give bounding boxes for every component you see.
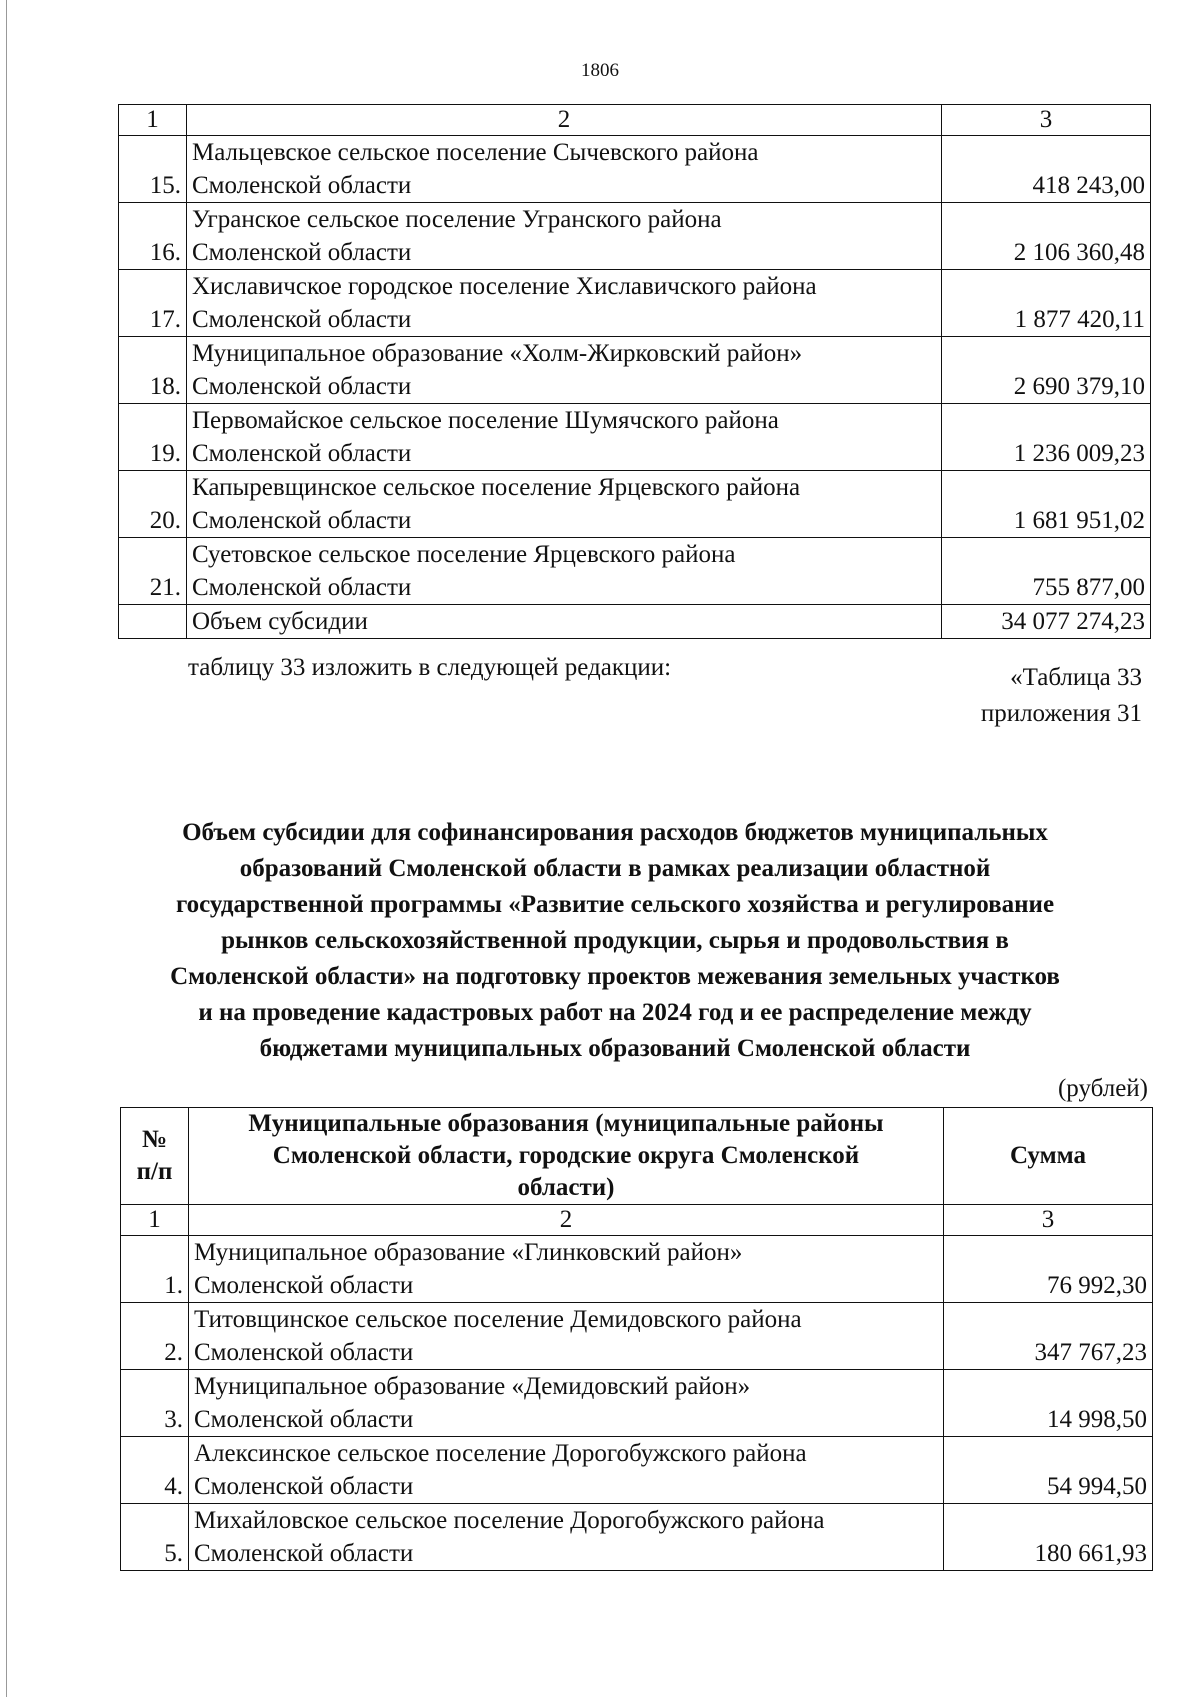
header-municipality-line: Муниципальные образования (муниципальные районы [248,1110,884,1137]
page-number: 1806 [581,60,619,81]
table-row [119,471,1151,538]
row-number: 20. [119,471,187,538]
municipality-region-line: Смоленской области [194,1406,414,1433]
municipality-name [189,1504,944,1571]
subsidy-amount: 14 998,50 [944,1370,1153,1437]
column-number-1: 1 [119,105,187,136]
municipality-name [189,1236,944,1303]
municipality-region-line: Смоленской области [192,239,412,266]
subsidy-table-continued [118,104,1151,639]
table-row [121,1504,1153,1571]
row-number: 15. [119,136,187,203]
table-row [119,538,1151,605]
column-number-3: 3 [942,105,1151,136]
municipality-region-line: Смоленской области [192,172,412,199]
table-row [119,203,1151,270]
municipality-name [187,404,942,471]
total-number-cell [119,605,187,639]
currency-unit: (рублей) [1057,1075,1148,1102]
municipality-name-line: Михайловское сельское поселение Дорогобужского района [194,1507,825,1534]
municipality-region-line: Смоленской области [194,1339,414,1366]
municipality-region-line: Смоленской области [192,440,412,467]
municipality-name [189,1437,944,1504]
subsidy-amount: 755 877,00 [942,538,1151,605]
municipality-name [189,1303,944,1370]
municipality-name [187,270,942,337]
municipality-name [187,136,942,203]
row-number: 4. [121,1437,189,1504]
table-row [121,1437,1153,1504]
total-row [119,605,1151,639]
row-number: 16. [119,203,187,270]
header-number [121,1108,189,1205]
municipality-name-line: Суетовское сельское поселение Ярцевского района [192,541,736,568]
subsidy-amount: 347 767,23 [944,1303,1153,1370]
municipality-region-line: Смоленской области [194,1473,414,1500]
subsidy-amount: 180 661,93 [944,1504,1153,1571]
municipality-name-line: Угранское сельское поселение Угранского района [192,206,722,233]
column-number-2: 2 [187,105,942,136]
subsidy-amount: 76 992,30 [944,1236,1153,1303]
header-municipality-line: области) [517,1174,615,1201]
total-label: Объем субсидии [187,605,942,639]
municipality-name [187,203,942,270]
header-number-line: № [141,1126,168,1153]
header-municipality-line: Смоленской области, городские округа Смоленской [272,1142,860,1169]
municipality-name-line: Мальцевское сельское поселение Сычевского района [192,139,759,166]
table-row [119,404,1151,471]
row-number: 2. [121,1303,189,1370]
municipality-name [187,471,942,538]
subsidy-amount: 418 243,00 [942,136,1151,203]
municipality-region-line: Смоленской области [192,574,412,601]
column-number-row [119,105,1151,136]
title-line: государственной программы «Развитие сельского хозяйства и регулирование [175,891,1055,918]
scan-margin-line [6,0,7,1697]
municipality-region-line: Смоленской области [192,507,412,534]
total-amount: 34 077 274,23 [942,605,1151,639]
municipality-region-line: Смоленской области [194,1540,414,1567]
amendment-paragraph: таблицу 33 изложить в следующей редакции: [188,654,672,681]
title-line: образований Смоленской области в рамках реализации областной [239,855,991,882]
table-row [121,1370,1153,1437]
column-number-3: 3 [944,1205,1153,1236]
municipality-name [187,337,942,404]
row-number: 1. [121,1236,189,1303]
municipality-region-line: Смоленской области [194,1272,414,1299]
row-number: 3. [121,1370,189,1437]
municipality-region-line: Смоленской области [192,373,412,400]
subsidy-distribution-table [120,1107,1153,1571]
subsidy-amount: 1 877 420,11 [942,270,1151,337]
municipality-name [187,538,942,605]
column-number-2: 2 [189,1205,944,1236]
header-municipality [189,1108,944,1205]
column-number-row [121,1205,1153,1236]
table-title [100,815,1130,1067]
row-number: 18. [119,337,187,404]
subsidy-amount: 2 106 360,48 [942,203,1151,270]
row-number: 19. [119,404,187,471]
title-line: бюджетами муниципальных образований Смоленской области [259,1035,971,1062]
header-number-line: п/п [136,1158,173,1185]
table-reference-line-2: приложения 31 [980,700,1142,727]
header-sum: Сумма [944,1108,1153,1205]
municipality-name-line: Муниципальное образование «Демидовский район» [194,1373,751,1400]
municipality-name-line: Первомайское сельское поселение Шумячского района [192,407,779,434]
title-line: Объем субсидии для софинансирования расходов бюджетов муниципальных [182,819,1048,846]
title-line: Смоленской области» на подготовку проектов межевания земельных участков [170,963,1060,990]
row-number: 21. [119,538,187,605]
municipality-name-line: Хиславичское городское поселение Хиславичского района [192,273,817,300]
title-line: рынков сельскохозяйственной продукции, сырья и продовольствия в [221,927,1009,954]
municipality-name-line: Алексинское сельское поселение Дорогобужского района [194,1440,807,1467]
title-line: и на проведение кадастровых работ на 2024 год и ее распределение между [198,999,1032,1026]
table-row [119,337,1151,404]
municipality-region-line: Смоленской области [192,306,412,333]
subsidy-amount: 54 994,50 [944,1437,1153,1504]
row-number: 17. [119,270,187,337]
subsidy-amount: 1 681 951,02 [942,471,1151,538]
municipality-name-line: Капыревщинское сельское поселение Ярцевского района [192,474,801,501]
table-row [121,1236,1153,1303]
row-number: 5. [121,1504,189,1571]
table-reference-line-1: «Таблица 33 [1010,664,1142,691]
table-row [119,136,1151,203]
municipality-name-line: Муниципальное образование «Холм-Жирковский район» [192,340,803,367]
subsidy-amount: 2 690 379,10 [942,337,1151,404]
column-number-1: 1 [121,1205,189,1236]
subsidy-amount: 1 236 009,23 [942,404,1151,471]
municipality-name [189,1370,944,1437]
municipality-name-line: Титовщинское сельское поселение Демидовского района [194,1306,802,1333]
table-row [121,1303,1153,1370]
header-row [121,1108,1153,1205]
table-row [119,270,1151,337]
municipality-name-line: Муниципальное образование «Глинковский район» [194,1239,743,1266]
